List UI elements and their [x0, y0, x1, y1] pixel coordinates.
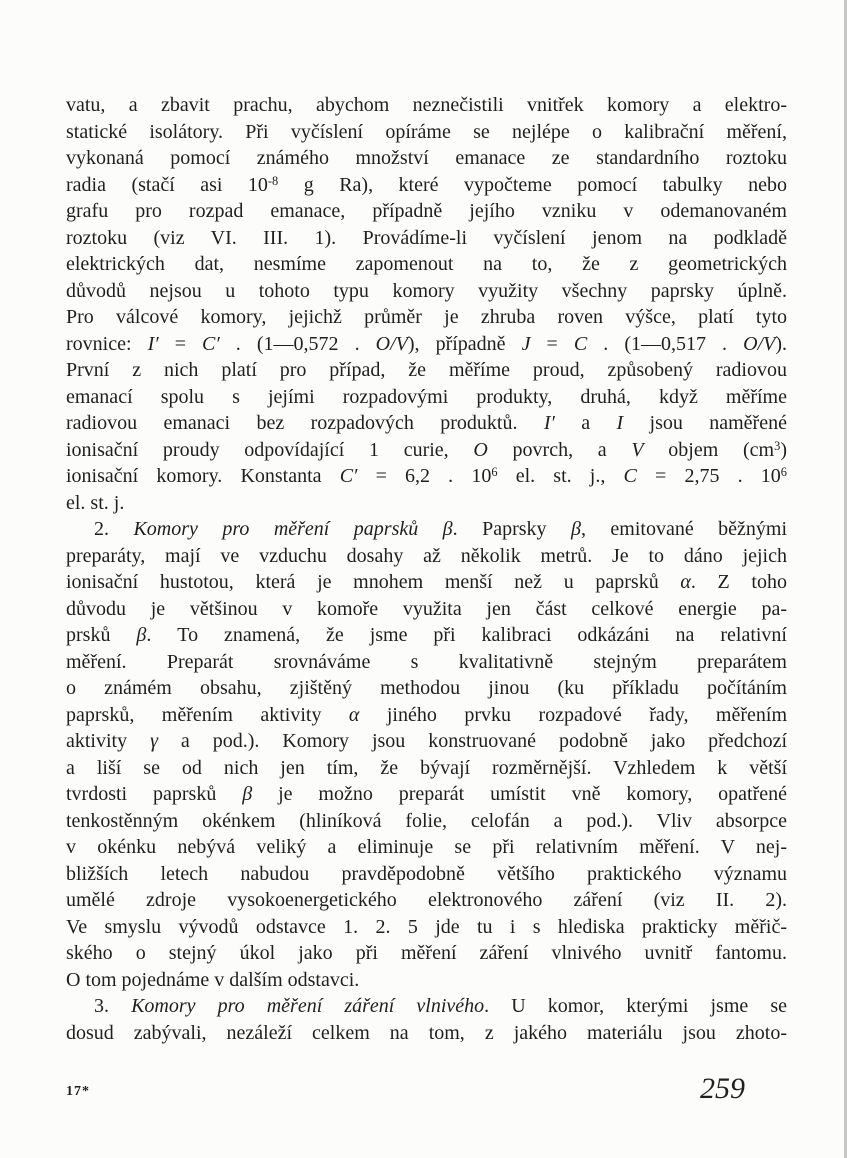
text-line: aktivity γ a pod.). Komory jsou konstruované podobně jako předchozí — [66, 730, 787, 752]
text-line: elektrických dat, nesmíme zapomenout na to, že z geometrických — [66, 253, 787, 275]
text-line: paprsků, měřením aktivity α jiného prvku rozpadové řady, měřením — [66, 703, 787, 726]
text-line: Ve smyslu vývodů odstavce 1. 2. 5 jde tu i s hlediska prakticky měřič- — [66, 915, 787, 938]
text-line: měření. Preparát srovnáváme s kvalitativně stejným preparátem — [66, 650, 787, 673]
signature-mark: 17* — [66, 1084, 90, 1099]
text-line: ionisační komory. Konstanta C′ = 6,2 . $10^6$ el. st. j., C = 2,75 . $10^6$ — [66, 465, 787, 487]
text-line: dosud zabývali, nezáleží celkem na tom, z jakého materiálu jsou zhoto- — [66, 1021, 787, 1044]
text-line: emanací spolu s jejími rozpadovými produkty, druhá, když měříme — [66, 385, 787, 408]
text-line: rovnice: I′ = C′ . (1—0,572 . O/V), případně J = C . (1—0,517 . O/V). — [66, 332, 788, 355]
text-line: O tom pojednáme v dalším odstavci. — [66, 968, 360, 991]
text-line: bližších letech nabudou pravděpodobně většího praktického významu — [66, 862, 787, 885]
text-line: umělé zdroje vysokoenergetického elektronového záření (viz II. 2). — [66, 889, 787, 911]
text-line: důvodu je většinou v komoře využita jen část celkové energie pa- — [66, 597, 787, 620]
text-line: grafu pro rozpad emanace, případně jejího vzniku v odemanovaném — [66, 200, 787, 222]
text-line: roztoku (viz VI. III. 1). Provádíme-li vyčíslení jenom na podkladě — [66, 226, 787, 249]
text-line: statické isolátory. Při vyčíslení opíráme se nejlépe o kalibrační měření, — [66, 120, 787, 143]
text-line: ionisační hustotou, která je mnohem menší než u paprsků α. Z toho — [66, 571, 787, 593]
text-line: radia (stačí asi $10^{-8}$ g Ra), které vypočteme pomocí tabulky nebo — [66, 173, 788, 196]
text-line: První z nich platí pro případ, že měříme proud, způsobený radiovou — [66, 359, 787, 381]
text-line: prsků β. To znamená, že jsme při kalibraci odkázáni na relativní — [66, 624, 787, 646]
text-line: tvrdosti paprsků β je možno preparát umístit vně komory, opatřené — [66, 783, 787, 805]
text-line: vykonaná pomocí známého množství emanace ze standardního roztoku — [66, 147, 787, 169]
text-line: důvodů nejsou u tohoto typu komory využity všechny paprsky úplně. — [66, 279, 787, 302]
text-line: ionisační proudy odpovídající 1 curie, O povrch, a V objem $(cm^3)$ — [66, 438, 787, 461]
text-line: Pro válcové komory, jejichž průměr je zhruba roven výšce, platí tyto — [66, 306, 787, 328]
text-line: el. st. j. — [66, 491, 125, 514]
text-line: preparáty, mají ve vzduchu dosahy až několik metrů. Je to dáno jejich — [66, 544, 787, 567]
text-line: 3. Komory pro měření záření vlnivého. U komor, kterými jsme se — [94, 995, 788, 1017]
page-number: 259 — [700, 1072, 745, 1105]
text-line: ského o stejný úkol jako při měření záření vlnivého uvnitř fantomu. — [66, 942, 787, 964]
text-line: o známém obsahu, zjištěný methodou jinou (ku příkladu počítáním — [66, 677, 787, 699]
text-line: tenkostěnným okénkem (hliníková folie, celofán a pod.). Vliv absorpce — [66, 809, 787, 832]
page-text — [66, 92, 787, 1046]
text-line: v okénku nebývá veliký a eliminuje se při relativním měření. V nej- — [66, 836, 787, 858]
text-line: a liší se od nich jen tím, že bývají rozměrnější. Vzhledem k větší — [66, 756, 787, 779]
text-line: vatu, a zbavit prachu, abychom neznečistili vnitřek komory a elektro- — [66, 94, 787, 116]
text-line: 2. Komory pro měření paprsků β. Paprsky β, emitované běžnými — [94, 518, 788, 540]
text-line: radiovou emanaci bez rozpadových produktů. I′ a I jsou naměřené — [66, 412, 787, 434]
